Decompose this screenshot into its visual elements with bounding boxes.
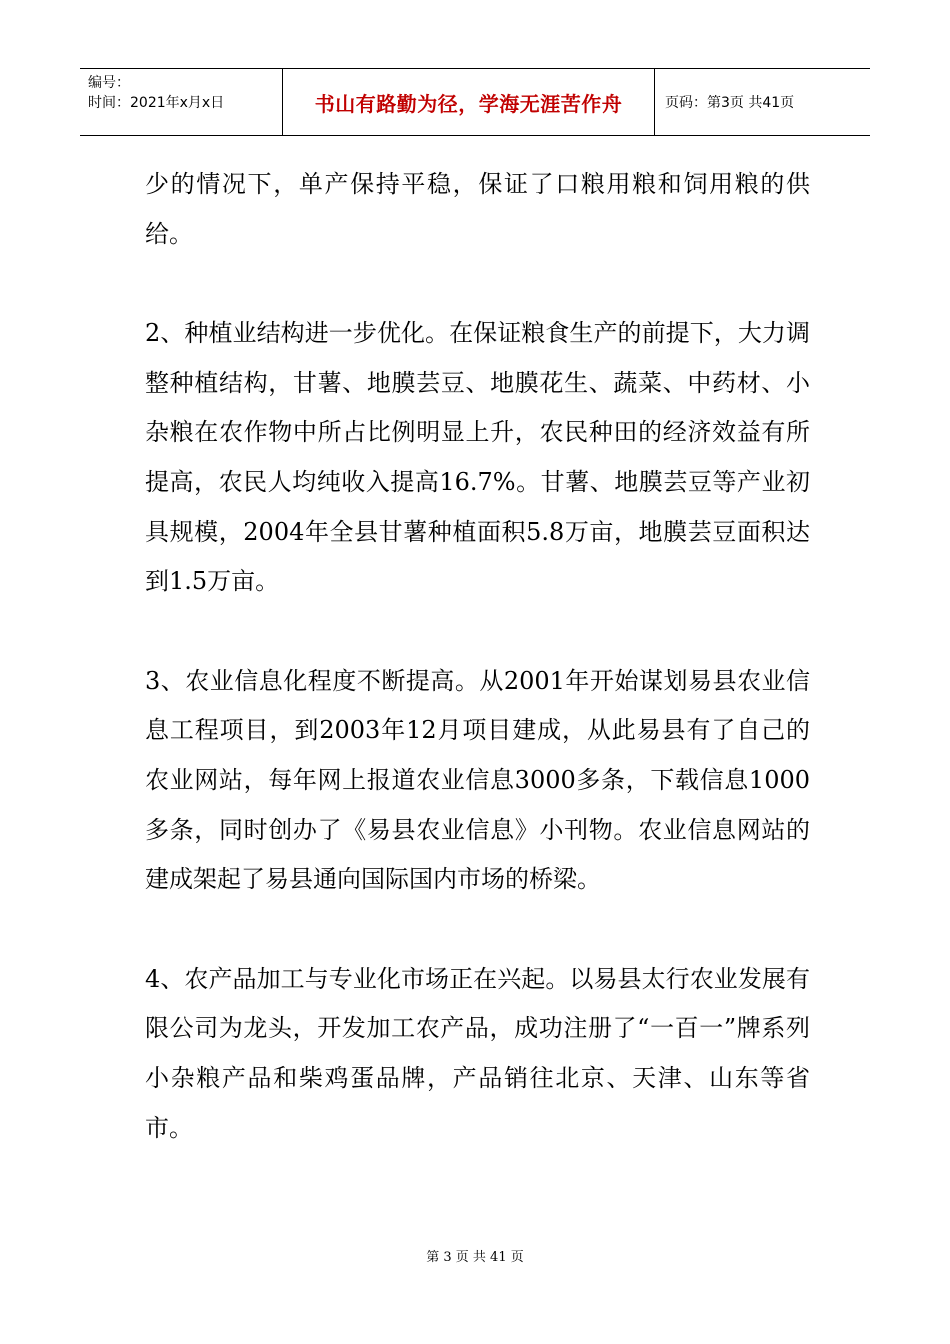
paragraph-planting-structure: 2、种植业结构进一步优化。在保证粮食生产的前提下，大力调整种植结构，甘薯、地膜芸豆、地膜花生、蔬菜、中药材、小杂粮在农作物中所占比例明显上升，农民种田的经济效益有所提高，农民人均纯收入提高16.7%。甘薯、地膜芸豆等产业初具规模，2004年全县甘薯种植面积5.8万亩，地膜芸豆面积达到1.5万亩。 [145,319,810,596]
document-number-label: 编号： [88,75,130,91]
paragraph-continuation: 少的情况下，单产保持平稳，保证了口粮用粮和饲用粮的供给。 [145,170,810,248]
page-header [80,68,870,136]
paragraph-agri-informatization: 3、农业信息化程度不断提高。从2001年开始谋划易县农业信息工程项目，到2003年12月项目建成，从此易县有了自己的农业网站，每年网上报道农业信息3000多条，下载信息1000多条，同时创办了《易县农业信息》小刊物。农业信息网站的建成架起了易县通向国际国内市场的桥梁。 [145,666,810,894]
document-body [145,160,810,1203]
document-time-label: 时间：2021年x月x日 [88,95,225,111]
page-footer: 第 3 页 共 41 页 [426,1250,524,1265]
header-motto: 书山有路勤为径，学海无涯苦作舟 [282,69,655,135]
header-meta [80,69,282,135]
header-page-info: 页码：第3页 共41页 [665,95,795,111]
paragraph-agri-processing: 4、农产品加工与专业化市场正在兴起。以易县太行农业发展有限公司为龙头，开发加工农产品，成功注册了“一百一”牌系列小杂粮产品和柴鸡蛋品牌，产品销往北京、天津、山东等省市。 [145,964,810,1142]
